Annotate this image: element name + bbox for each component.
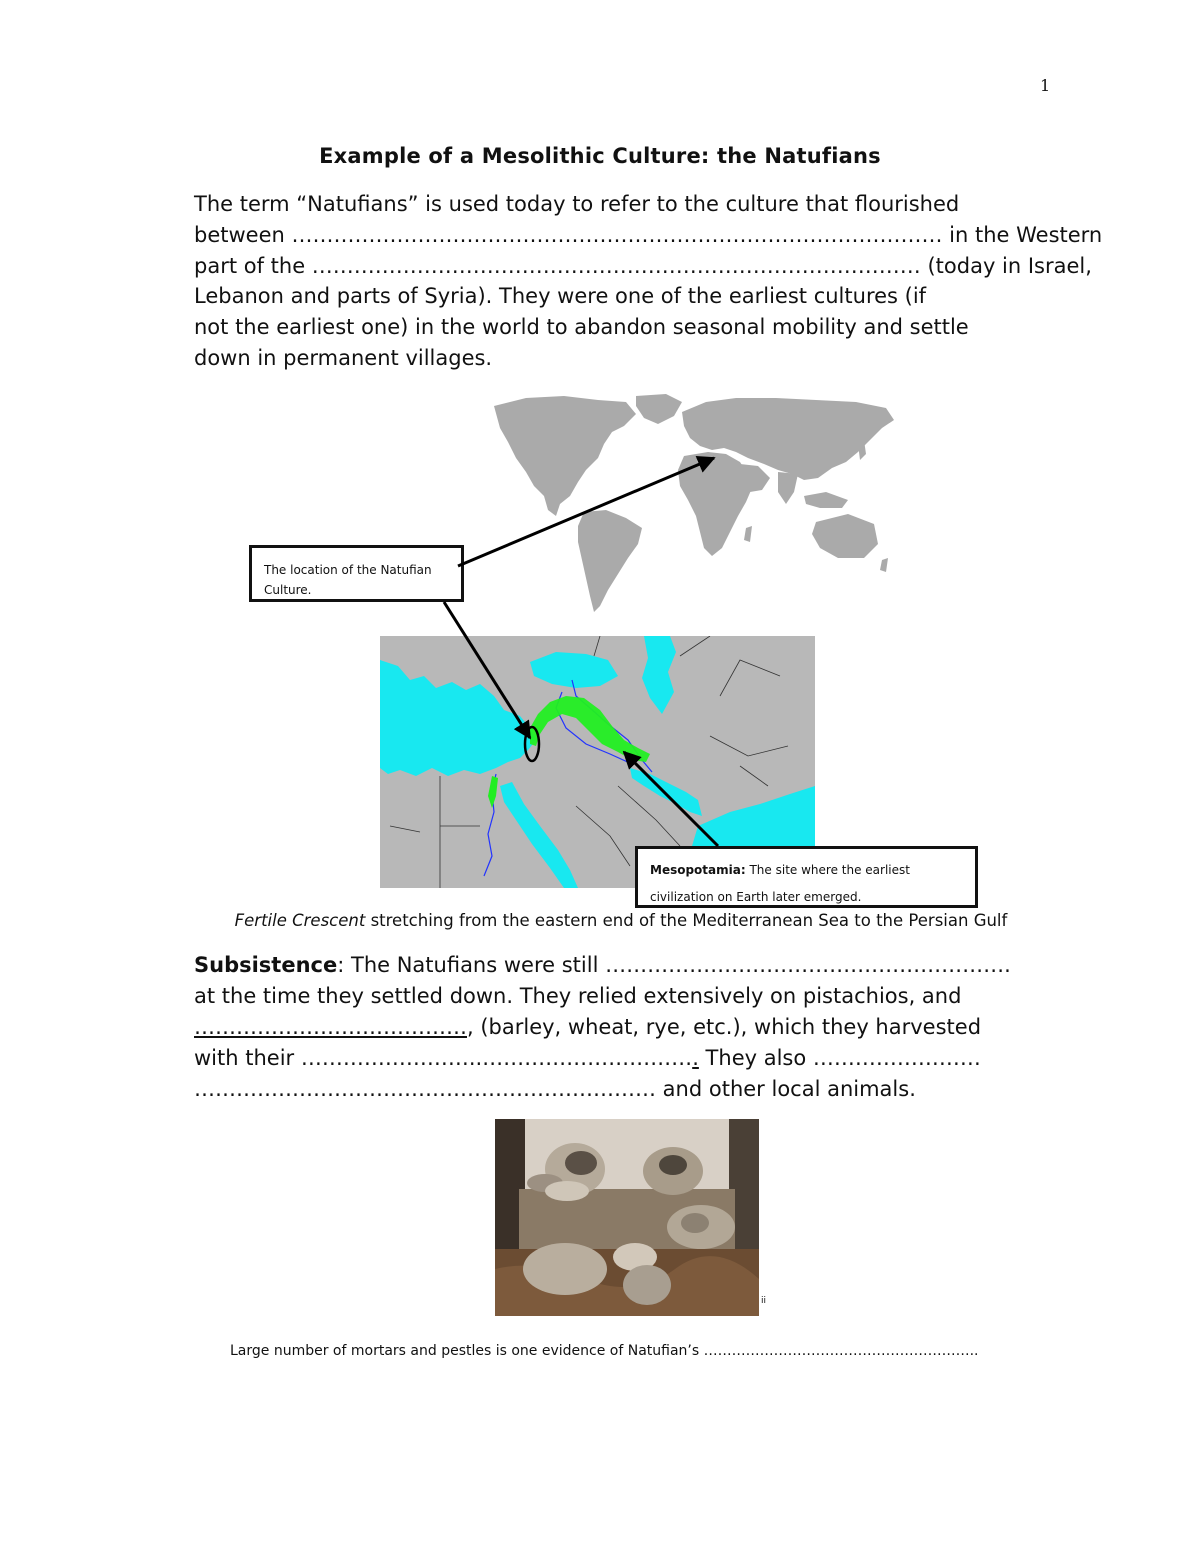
subsistence-label: Subsistence [194, 953, 338, 977]
document-title: Example of a Mesolithic Culture: the Natufians [319, 144, 881, 168]
subsistence-paragraph [194, 950, 1094, 1105]
intro-line: part of the …………………………………………………………………………… (today in Israel, [194, 253, 1092, 278]
bowl-stone [545, 1181, 589, 1201]
pestle-stone [623, 1265, 671, 1305]
subsistence-line: ………………………………………………………… and other local animals. [194, 1077, 916, 1101]
map-caption [0, 911, 1200, 930]
mesopotamia-callout [635, 846, 978, 908]
intro-paragraph [194, 189, 1103, 374]
subsistence-line [194, 950, 1094, 981]
intro-line: Lebanon and parts of Syria). They were one of the earliest cultures (if [194, 284, 927, 309]
subsistence-line4-underlined: . [692, 1046, 699, 1070]
natufian-location-callout: The location of the Natufian Culture. [249, 545, 464, 602]
subsistence-line: at the time they settled down. They relied extensively on pistachios, and [194, 984, 962, 1008]
mortars-pestles-photo [495, 1119, 759, 1316]
intro-line: The term “Natufians” is used today to refer to the culture that flourished [194, 192, 960, 216]
caption-text: stretching from the eastern end of the Mediterranean Sea to the Persian Gulf [365, 911, 1008, 930]
madagascar-landmass [744, 526, 752, 542]
subsistence-line [194, 1043, 1094, 1074]
mesopotamia-text: The site where the earliest civilization on Earth later emerged. [650, 863, 910, 904]
photo-caption: Large number of mortars and pestles is one evidence of Natufian’s ………………………………………………….. [230, 1343, 979, 1359]
indonesia-landmass [804, 492, 848, 508]
subsistence-line3-text: , (barley, wheat, rye, etc.), which they harvested [467, 1015, 982, 1039]
intro-line: between ………………………………………………………………………………… in the Western [194, 222, 1103, 247]
australia-landmass [812, 514, 878, 558]
intro-line: not the earliest one) in the world to abandon seasonal mobility and settle [194, 315, 969, 340]
intro-line: down in permanent villages. [194, 345, 493, 370]
south-america-landmass [578, 510, 642, 612]
subsistence-line1-text: : The Natufians were still …………………………………………………. [337, 953, 1011, 977]
new-zealand-landmass [880, 558, 888, 572]
page-number: 1 [1040, 76, 1051, 95]
subsistence-line4-b: They also …………………… [698, 1046, 981, 1070]
caption-term: Fertile Crescent [234, 911, 366, 930]
world-map [486, 392, 898, 618]
pestle-stone [523, 1243, 607, 1295]
subsistence-line [194, 1012, 1094, 1043]
endnote-reference: ii [761, 1296, 767, 1306]
cereals-blank: ………………………………… [194, 1015, 467, 1039]
north-america-landmass [494, 396, 636, 516]
greenland-landmass [636, 394, 682, 424]
mesopotamia-label: Mesopotamia: [650, 863, 746, 877]
india-landmass [778, 472, 798, 504]
subsistence-line4-a: with their ……………………..………………………… [194, 1046, 693, 1070]
